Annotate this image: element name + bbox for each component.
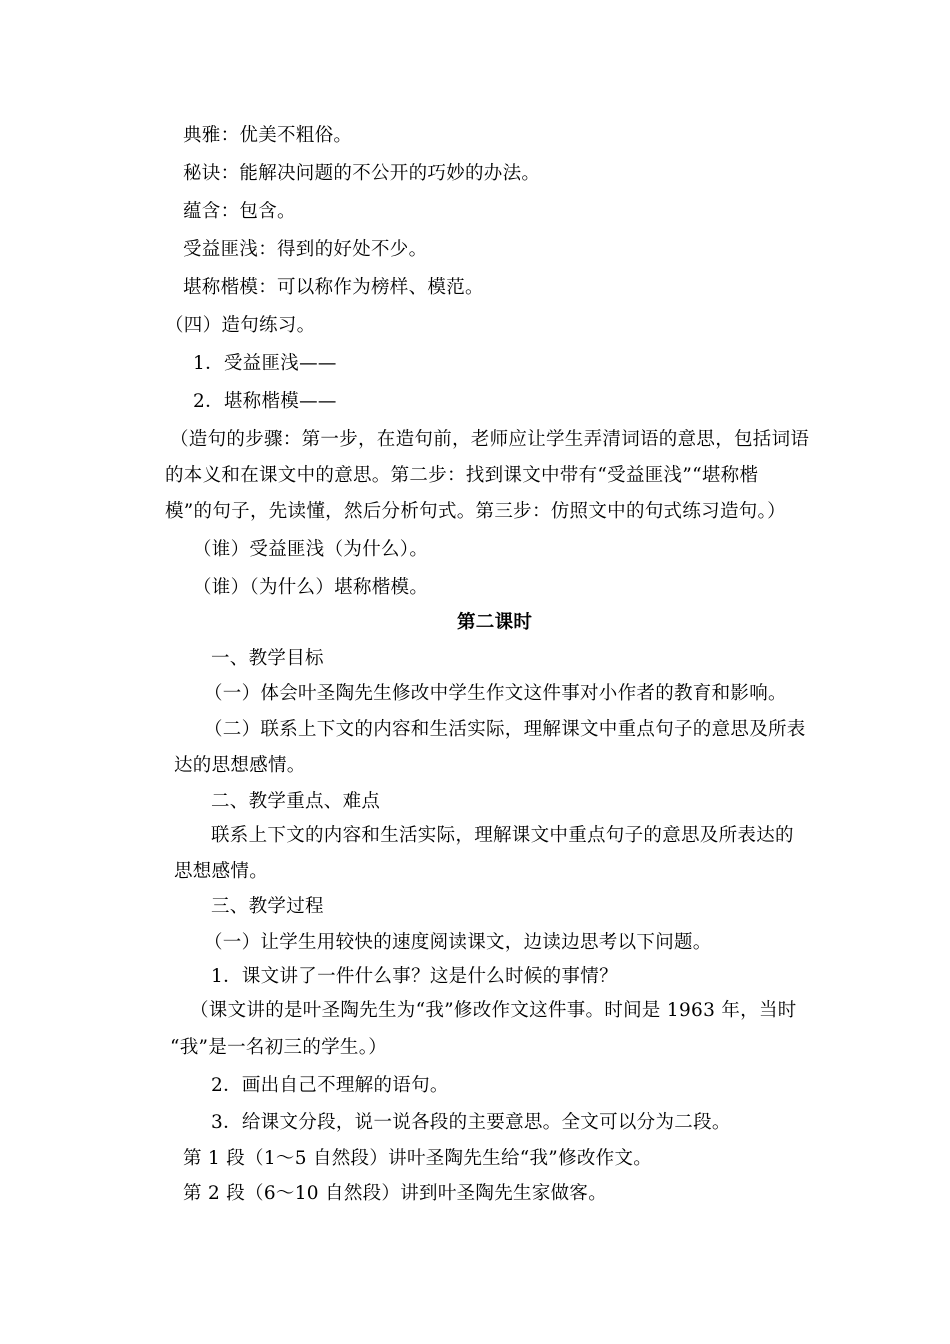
pattern-line-1: （谁）受益匪浅（为什么）。 [193, 539, 429, 560]
heading-key-points: 二、教学重点、难点 [211, 791, 381, 812]
definition-mijue: 秘诀：能解决问题的不公开的巧妙的办法。 [183, 163, 541, 184]
definition-yunhan: 蕴含：包含。 [183, 201, 296, 222]
lesson-title: 第二课时 [457, 612, 533, 633]
process-step-1: （一）让学生用较快的速度阅读课文，边读边思考以下问题。 [204, 932, 712, 953]
section-1-summary: 第 1 段（1～5 自然段）讲叶圣陶先生给“我”修改作文。 [183, 1148, 653, 1169]
key-points-line-2: 思想感情。 [174, 861, 269, 882]
heading-teaching-process: 三、教学过程 [211, 896, 324, 917]
paragraph-steps-line-3: 模”的句子，先读懂，然后分析句式。第三步：仿照文中的句式练习造句。） [165, 501, 786, 522]
definition-shouyi: 受益匪浅：得到的好处不少。 [183, 239, 428, 260]
section-heading-sentence-practice: （四）造句练习。 [165, 315, 316, 336]
question-3: 3．给课文分段，说一说各段的主要意思。全文可以分为二段。 [211, 1112, 731, 1133]
pattern-line-2: （谁）（为什么）堪称楷模。 [193, 577, 429, 598]
key-points-line-1: 联系上下文的内容和生活实际，理解课文中重点句子的意思及所表达的 [211, 825, 794, 846]
answer-1-line-1: （课文讲的是叶圣陶先生为“我”修改作文这件事。时间是 1963 年，当时 [190, 1000, 797, 1021]
goal-2-line-2: 达的思想感情。 [174, 755, 306, 776]
practice-item-2: 2．堪称楷模—— [193, 391, 337, 412]
definition-dianya: 典雅：优美不粗俗。 [183, 125, 353, 146]
practice-item-1: 1．受益匪浅—— [193, 353, 337, 374]
paragraph-steps-line-1: （造句的步骤：第一步，在造句前，老师应让学生弄清词语的意思，包括词语 [170, 429, 810, 450]
question-2: 2．画出自己不理解的语句。 [211, 1075, 449, 1096]
goal-1: （一）体会叶圣陶先生修改中学生作文这件事对小作者的教育和影响。 [204, 683, 787, 704]
answer-1-line-2: “我”是一名初三的学生。） [170, 1037, 388, 1058]
goal-2-line-1: （二）联系上下文的内容和生活实际，理解课文中重点句子的意思及所表 [204, 719, 806, 740]
section-2-summary: 第 2 段（6～10 自然段）讲到叶圣陶先生家做客。 [183, 1183, 608, 1204]
definition-kanchen: 堪称楷模：可以称作为榜样、模范。 [183, 277, 484, 298]
heading-teaching-goals: 一、教学目标 [211, 648, 324, 669]
question-1: 1．课文讲了一件什么事？这是什么时候的事情？ [211, 966, 618, 987]
paragraph-steps-line-2: 的本义和在课文中的意思。第二步：找到课文中带有“受益匪浅”“堪称楷 [165, 465, 759, 486]
